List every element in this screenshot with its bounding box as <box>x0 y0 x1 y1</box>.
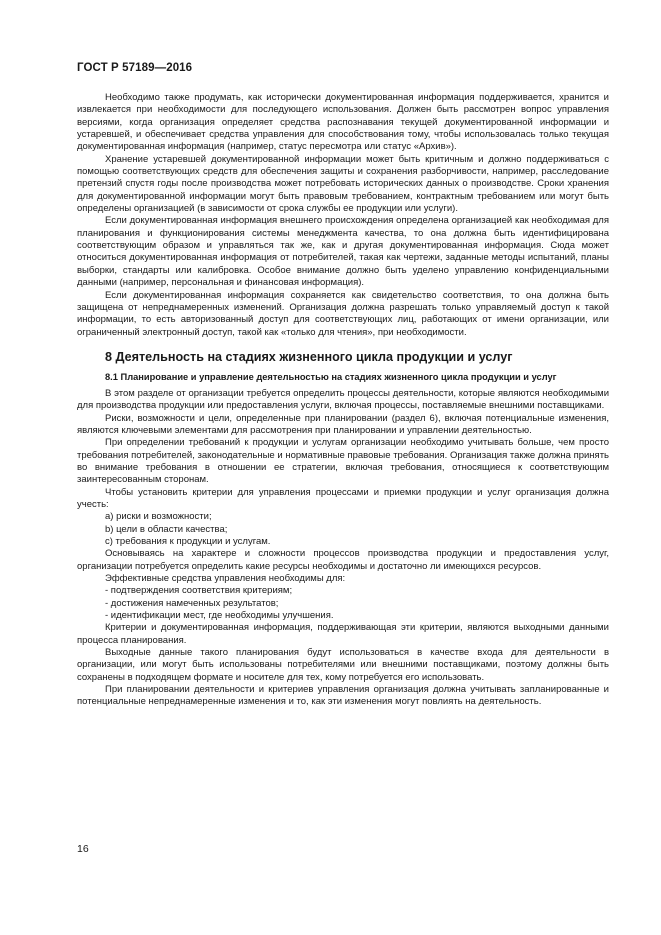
list-item: a) риски и возможности; <box>105 511 212 523</box>
paragraph: Критерии и документированная информация, поддерживающая эти критерии, являются выходными данными процесса планирования. <box>77 622 609 646</box>
page-content <box>77 92 609 709</box>
paragraph: Выходные данные такого планирования будут использоваться в качестве входа для деятельности в организации, или могут быть использованы потребителями или внешними поставщиками, поэтому должны быть сохранены в подходящем формате и носителе для тех, кому потребуется его использовать. <box>77 647 609 683</box>
paragraph: Если документированная информация внешнего происхождения определена организацией как необходимая для планирования и функционирования системы менеджмента качества, то она должна быть идентифицирована соответствующим образом и управляться так же, как и другая документированная информация. Сюда может относиться документированная информация от потребителей, такая как чертежи, заданные методы испытаний, планы выборки, стандарты или калибровка. Особое внимание должно быть уделено управлению конфиденциальными данными (например, персональная и финансовая информация). <box>77 215 609 289</box>
paragraph: Необходимо также продумать, как исторически документированная информация поддерживается, хранится и извлекается при необходимости для последующего использования. Должен быть рассмотрен вопрос управления версиями, когда организация определяет средства распознавания текущей документированной информации и устаревшей, и обеспечивает средства управления для способствования тому, чтобы использовалась только текущая документированная информация (например, статус пересмотра или статус «Архив»). <box>77 92 609 153</box>
list-item: b) цели в области качества; <box>105 523 228 535</box>
paragraph: Хранение устаревшей документированной информации может быть критичным и должно поддерживаться с помощью соответствующих средств для обеспечения защиты и сохранения разборчивости, например, расследование претензий спустя годы после производства может потребовать исторических данных о производстве. Сроки хранения для документированной информации могут быть правовым требованием, контрактным требованием или могут быть определены организацией (в зависимости от срока службы ее продукции или услуги). <box>77 153 609 215</box>
paragraph: Если документированная информация сохраняется как свидетельство соответствия, то она должна быть защищена от непреднамеренных изменений. Организация должна разрешать только управляемый доступ к такой информации, то есть авторизованный доступ для соответствующих лиц, работающих от имени организации, или ограниченный электронный доступ, такой как «только для чтения», при необходимости. <box>77 289 609 338</box>
list-item: - идентификации мест, где необходимы улучшения. <box>105 610 334 622</box>
subsection-title: 8.1 Планирование и управление деятельностью на стадиях жизненного цикла продукции и услуг <box>105 371 557 382</box>
list-item: - подтверждения соответствия критериям; <box>105 585 293 597</box>
page-number: 16 <box>77 843 89 855</box>
section-title: 8 Деятельность на стадиях жизненного цикла продукции и услуг <box>105 349 513 364</box>
paragraph: При определении требований к продукции и услугам организации необходимо учитывать больше, чем просто требования потребителей, законодательные и нормативные правовые требования. Организация также должна принять во внимание требования в отношении ее стратегии, включая требования, относящиеся к соответствующим заинтересованным сторонам. <box>77 437 609 486</box>
paragraph: Чтобы установить критерии для управления процессами и приемки продукции и услуг организация должна учесть: <box>77 486 609 510</box>
paragraph: В этом разделе от организации требуется определить процессы деятельности, которые являются необходимыми для производства продукции или предоставления услуги, включая процессы, поставляемые внешними поставщиками. <box>77 387 609 412</box>
paragraph: Основываясь на характере и сложности процессов производства продукции и предоставления услуг, организации потребуется определить какие ресурсы необходимы и достаточно ли имеющихся ресурсов. <box>77 548 609 572</box>
list-item: c) требования к продукции и услугам. <box>105 536 271 547</box>
document-header: ГОСТ Р 57189—2016 <box>77 62 193 74</box>
list-item: - достижения намеченных результатов; <box>105 597 279 609</box>
paragraph: Риски, возможности и цели, определенные при планировании (раздел 6), включая потенциальные изменения, являются ключевыми элементами для рассмотрения при планировании и управлении деятельностью. <box>77 412 609 436</box>
paragraph: При планировании деятельности и критериев управления организация должна учитывать запланированные и потенциальные непреднамеренные изменения и то, как эти изменения могут повлиять на деятельность. <box>77 684 609 708</box>
paragraph: Эффективные средства управления необходимы для: <box>105 573 346 585</box>
